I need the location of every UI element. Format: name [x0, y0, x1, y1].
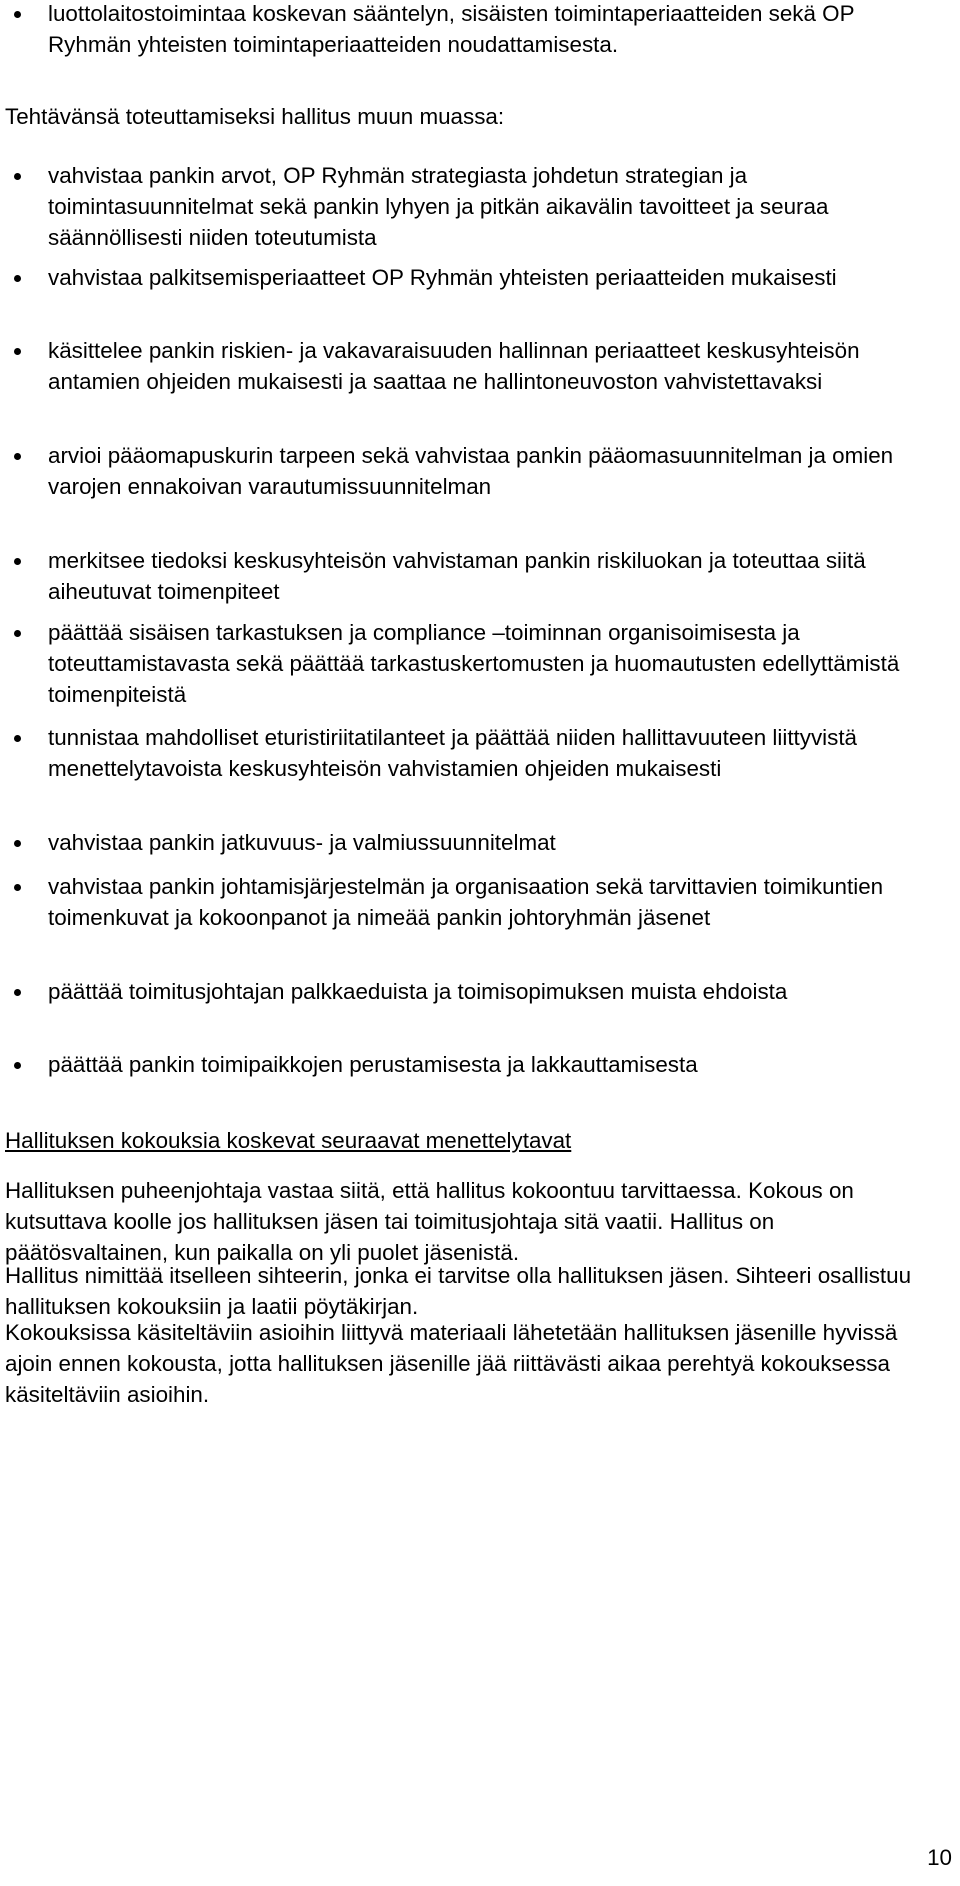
bullet-icon: [14, 348, 21, 355]
list-item-text: vahvistaa pankin jatkuvuus- ja valmiussuunnitelmat: [48, 830, 556, 855]
page-number: 10: [927, 1845, 952, 1870]
bullet-icon: [14, 840, 21, 847]
list-item: [48, 827, 938, 858]
bullet-icon: [14, 173, 21, 180]
paragraph: Hallituksen puheenjohtaja vastaa siitä, että hallitus kokoontuu tarvittaessa. Kokous on kutsuttava koolle jos hallituksen jäsen tai toimitusjohtaja sitä vaatii. Hallitus on päätösvaltainen, kun paikalla on yli puolet jäsenistä.: [5, 1178, 854, 1265]
list-item-text: merkitsee tiedoksi keskusyhteisön vahvistaman pankin riskiluokan ja toteuttaa siitä aiheutuvat toimenpiteet: [48, 548, 866, 604]
bullet-icon: [14, 989, 21, 996]
paragraph: Kokouksissa käsiteltäviin asioihin liittyvä materiaali lähetetään hallituksen jäsenille hyvissä ajoin ennen kokousta, jotta hallituksen jäsenille jää riittävästi aikaa perehtyä kokouksessa käsiteltäviin asioihin.: [5, 1320, 898, 1407]
list-item: [48, 262, 938, 293]
bullet-icon: [14, 1062, 21, 1069]
bullet-icon: [14, 11, 21, 18]
list-item: [48, 545, 938, 607]
bullet-icon: [14, 735, 21, 742]
list-item: [48, 1049, 938, 1080]
bullet-icon: [14, 453, 21, 460]
list-item: [48, 440, 938, 502]
list-item: [48, 160, 938, 253]
bullet-icon: [14, 884, 21, 891]
list-item-text: vahvistaa pankin johtamisjärjestelmän ja organisaation sekä tarvittavien toimikuntien toimenkuvat ja kokoonpanot ja nimeää pankin johtoryhmän jäsenet: [48, 874, 884, 930]
bullet-icon: [14, 630, 21, 637]
list-item-text: luottolaitostoimintaa koskevan sääntelyn, sisäisten toimintaperiaatteiden sekä OP Ryhmän yhteisten toimintaperiaatteiden noudattamisesta.: [48, 1, 855, 57]
list-item-text: vahvistaa palkitsemisperiaatteet OP Ryhmän yhteisten periaatteiden mukaisesti: [48, 265, 837, 290]
bullet-icon: [14, 275, 21, 282]
list-item-text: vahvistaa pankin arvot, OP Ryhmän strategiasta johdetun strategian ja toimintasuunnitelmat sekä pankin lyhyen ja pitkän aikavälin tavoitteet ja seuraa säännöllisesti niiden toteutumista: [48, 163, 829, 250]
bullet-icon: [14, 558, 21, 565]
list-item: [48, 0, 938, 60]
list-item: [48, 722, 938, 784]
list-item: [48, 976, 938, 1007]
list-item: [48, 335, 938, 397]
list-item-text: päättää pankin toimipaikkojen perustamisesta ja lakkauttamisesta: [48, 1052, 698, 1077]
list-item-text: päättää sisäisen tarkastuksen ja compliance –toiminnan organisoimisesta ja toteuttamistavasta sekä päättää tarkastuskertomusten ja huomautusten edellyttämistä toimenpiteistä: [48, 620, 900, 707]
section-heading: Hallituksen kokouksia koskevat seuraavat menettelytavat: [5, 1128, 572, 1153]
list-item: [48, 871, 938, 933]
intro-paragraph: Tehtävänsä toteuttamiseksi hallitus muun muassa:: [5, 104, 505, 129]
list-item-text: tunnistaa mahdolliset eturistiriitatilanteet ja päättää niiden hallittavuuteen liittyvistä menettelytavoista keskusyhteisön vahvistamien ohjeiden mukaisesti: [48, 725, 858, 781]
list-item-text: päättää toimitusjohtajan palkkaeduista ja toimisopimuksen muista ehdoista: [48, 979, 788, 1004]
list-item: [48, 617, 938, 710]
list-item-text: arvioi pääomapuskurin tarpeen sekä vahvistaa pankin pääomasuunnitelman ja omien varojen ennakoivan varautumissuunnitelman: [48, 443, 894, 499]
paragraph: Hallitus nimittää itselleen sihteerin, jonka ei tarvitse olla hallituksen jäsen. Sihteeri osallistuu hallituksen kokouksiin ja laatii pöytäkirjan.: [5, 1263, 912, 1319]
list-item-text: käsittelee pankin riskien- ja vakavaraisuuden hallinnan periaatteet keskusyhteisön antamien ohjeiden mukaisesti ja saattaa ne hallintoneuvoston vahvistettavaksi: [48, 338, 860, 394]
